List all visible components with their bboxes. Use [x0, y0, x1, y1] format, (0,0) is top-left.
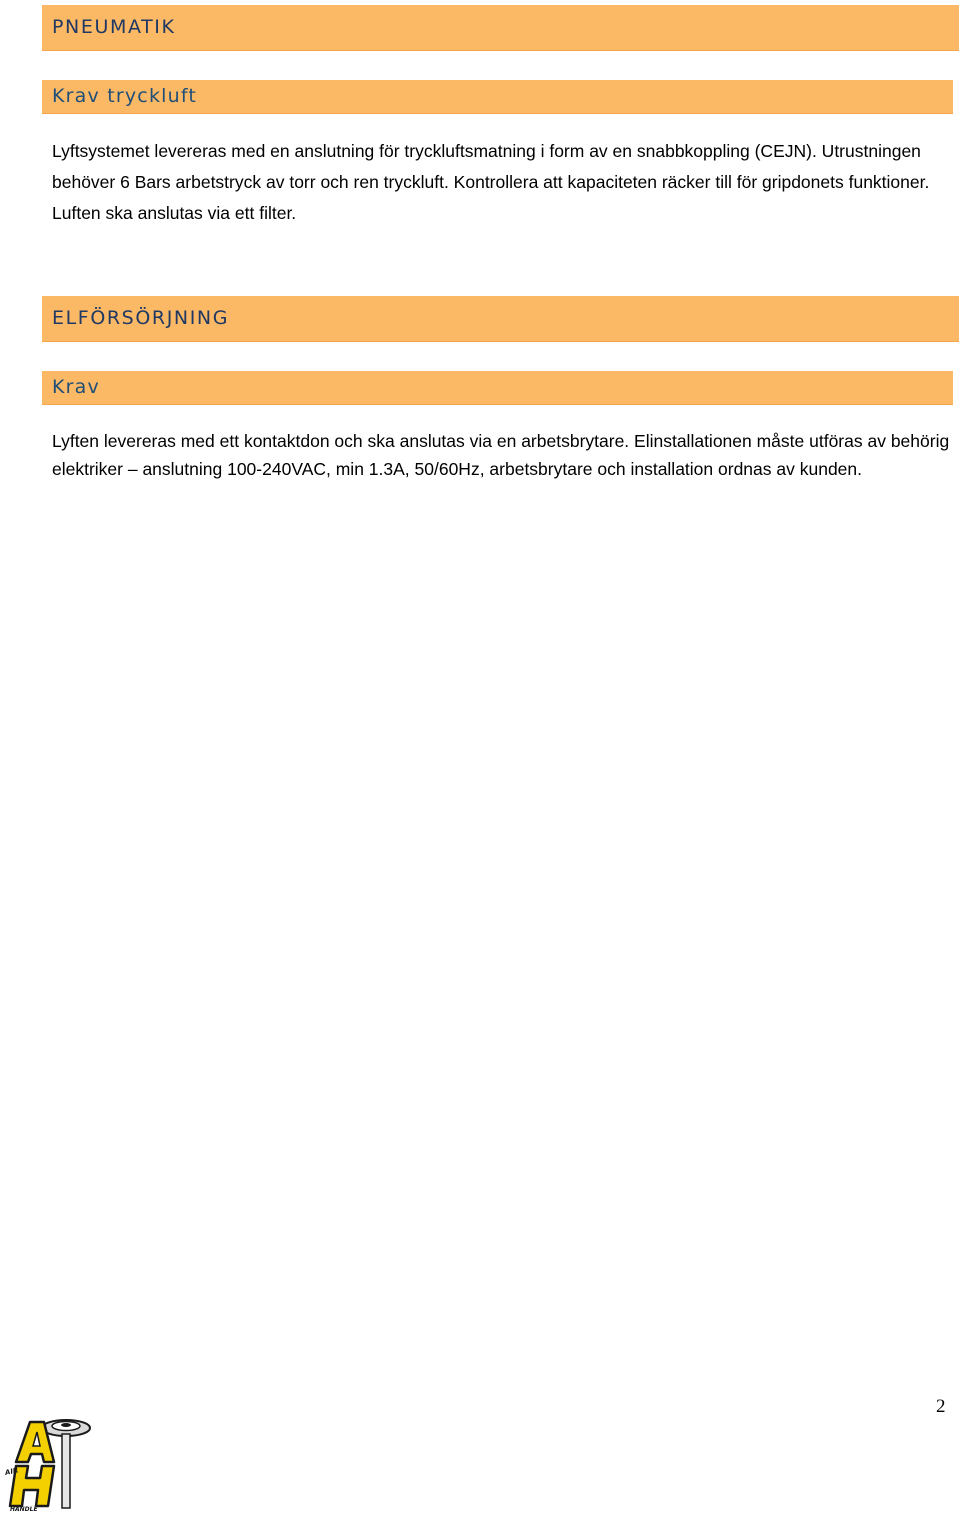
pneumatik-paragraph: Lyftsystemet levereras med en anslutning för tryckluftsmatning i form av en snabbkoppling (CEJN). Utrustningen behöver 6 Bars arbetstryck av torr och ren tryckluft. Kontrollera att kapaciteten räcker till för gripdonets funktioner. Luften ska anslutas via ett filter.	[52, 141, 930, 223]
subheading-text: Krav	[52, 376, 100, 398]
elforsorjning-paragraph: Lyften levereras med ett kontaktdon och ska anslutas via en arbetsbrytare. Elinstallationen måste utföras av behörig elektriker – anslutning 100-240VAC, min 1.3A, 50/60Hz, arbetsbrytare och installation ordnas av kunden.	[52, 431, 950, 479]
subheading-text: Krav tryckluft	[52, 85, 198, 107]
section-heading-text: ELFÖRSÖRJNING	[52, 307, 230, 329]
section-heading-pneumatik	[42, 5, 959, 51]
section-heading-elforsorjning	[42, 296, 959, 342]
subheading-krav-tryckluft	[42, 80, 953, 114]
section-heading-text: PNEUMATIK	[52, 16, 176, 38]
logo-text-handle: HANDLE	[10, 1506, 38, 1512]
page-number: 2	[936, 1396, 946, 1417]
air-handle-logo	[4, 1414, 94, 1512]
lift-pole-icon	[62, 1434, 70, 1508]
subheading-krav	[42, 371, 953, 405]
logo-text-air: AIR	[4, 1466, 20, 1477]
